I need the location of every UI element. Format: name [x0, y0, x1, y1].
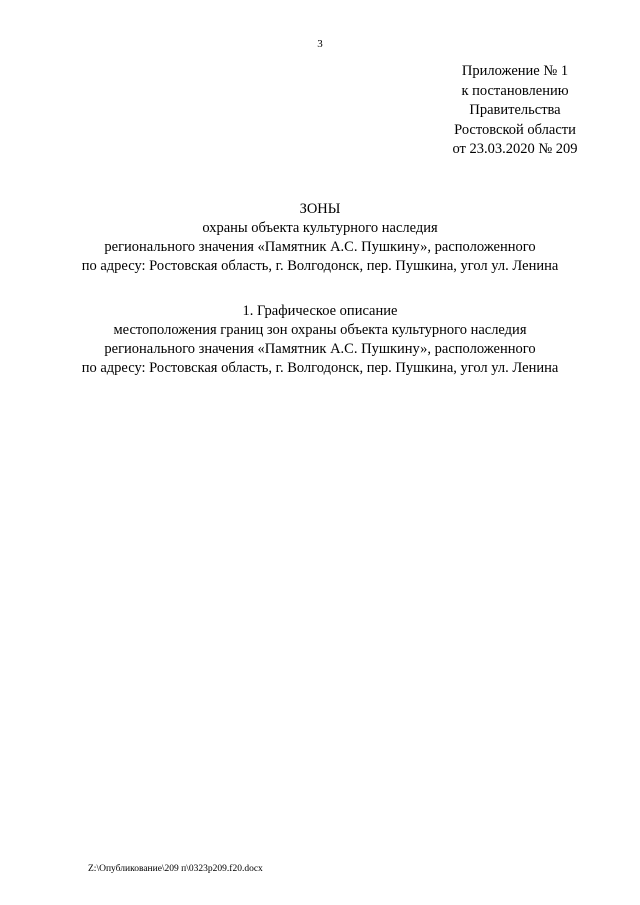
appendix-line-government: Правительства: [469, 102, 561, 118]
zones-line: по адресу: Ростовская область, г. Волгодонск, пер. Пушкина, угол ул. Ленина: [81, 258, 559, 274]
zones-line: охраны объекта культурного наследия: [202, 220, 438, 236]
footer-file-path: Z:\Опубликование\209 п\0323p209.f20.docx: [88, 864, 263, 874]
appendix-line-date-number: от 23.03.2020 № 209: [452, 141, 578, 157]
section-1-line: регионального значения «Памятник А.С. Пушкину», расположенного: [104, 341, 536, 357]
section-1-line: по адресу: Ростовская область, г. Волгодонск, пер. Пушкина, угол ул. Ленина: [81, 360, 559, 376]
appendix-block: [430, 62, 600, 160]
zones-line: регионального значения «Памятник А.С. Пушкину», расположенного: [104, 239, 536, 255]
section-1-heading: 1. Графическое описание: [242, 303, 398, 319]
appendix-line-resolution: к постановлению: [461, 82, 569, 99]
zones-heading: ЗОНЫ: [299, 201, 341, 217]
zones-title-block: [0, 200, 640, 276]
page-number: 3: [317, 38, 323, 50]
section-1-line: местоположения границ зон охраны объекта культурного наследия: [113, 322, 527, 338]
graphic-description-block: [0, 302, 640, 378]
appendix-line-title: Приложение № 1: [461, 63, 569, 79]
appendix-line-region: Ростовской области: [454, 121, 576, 138]
